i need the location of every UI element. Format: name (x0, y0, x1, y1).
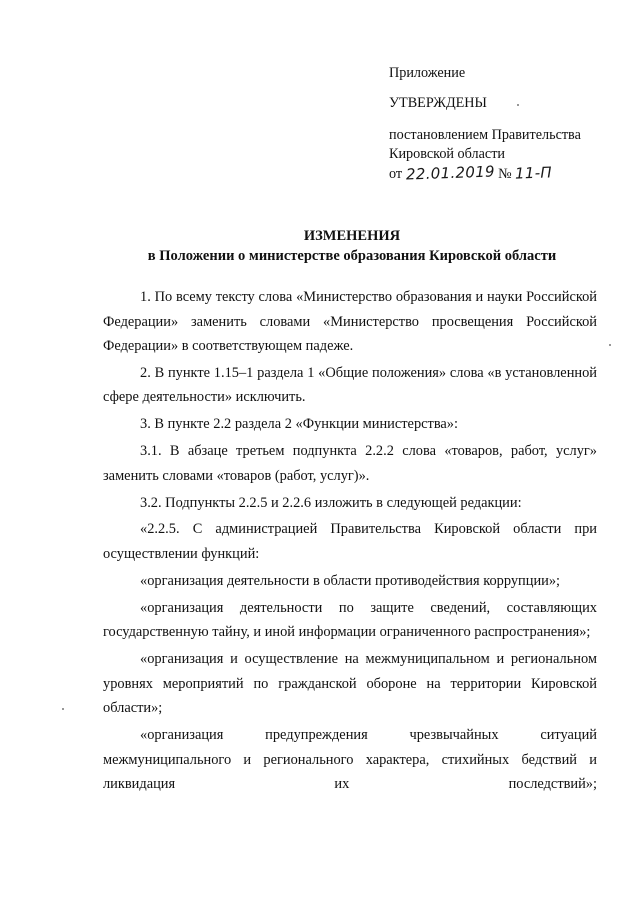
number-sign: № (498, 166, 512, 182)
paragraph-6: «2.2.5. С администрацией Правительства Кировской области при осуществлении функций: (103, 521, 597, 562)
date-prefix: от (389, 166, 403, 182)
document-body (103, 285, 597, 799)
approved-label: УТВЕРЖДЕНЫ (389, 95, 487, 111)
paragraph-1: 1. По всему тексту слова «Министерство образования и науки Российской Федерации» заменить словами «Министерство просвещения Российской Федерации» в соответствующем падеже. (103, 289, 597, 354)
approval-block (389, 64, 619, 184)
handwritten-date: 22.01.2019 (405, 162, 495, 184)
paragraph-5: 3.2. Подпункты 2.2.5 и 2.2.6 изложить в следующей редакции: (140, 494, 522, 511)
decree-line-2: Кировской области (389, 146, 505, 162)
paragraph-8: «организация деятельности по защите сведений, составляющих государственную тайну, и иной информации ограниченного распространения»; (103, 599, 597, 641)
scan-speck (62, 708, 64, 710)
document-title (60, 226, 640, 266)
title-heading: ИЗМЕНЕНИЯ (303, 228, 401, 244)
paragraph-4: 3.1. В абзаце третьем подпункта 2.2.2 слова «товаров, работ, услуг» заменить словами «товаров (работ, услуг)». (103, 443, 597, 484)
title-subheading: в Положении о министерстве образования Кировской области (147, 248, 557, 264)
decree-line-1: постановлением Правительства (389, 127, 581, 143)
paragraph-10: «организация предупреждения чрезвычайных ситуаций межмуниципального и регионального характера, стихийных бедствий и ликвидация их последствий»; (103, 727, 597, 793)
handwritten-number: 11-П (514, 163, 553, 183)
scan-speck (609, 344, 611, 346)
decree-date-line (389, 164, 619, 184)
paragraph-3: 3. В пункте 2.2 раздела 2 «Функции министерства»: (140, 416, 459, 433)
annex-label: Приложение (389, 65, 466, 81)
paragraph-9: «организация и осуществление на межмуниципальном и региональном уровнях мероприятий по гражданской обороне на территории Кировской области»; (103, 651, 597, 717)
scan-speck (517, 104, 519, 106)
paragraph-2: 2. В пункте 1.15–1 раздела 1 «Общие положения» слова «в установленной сфере деятельности» исключить. (103, 364, 597, 406)
paragraph-7: «организация деятельности в области противодействия коррупции»; (140, 572, 561, 589)
